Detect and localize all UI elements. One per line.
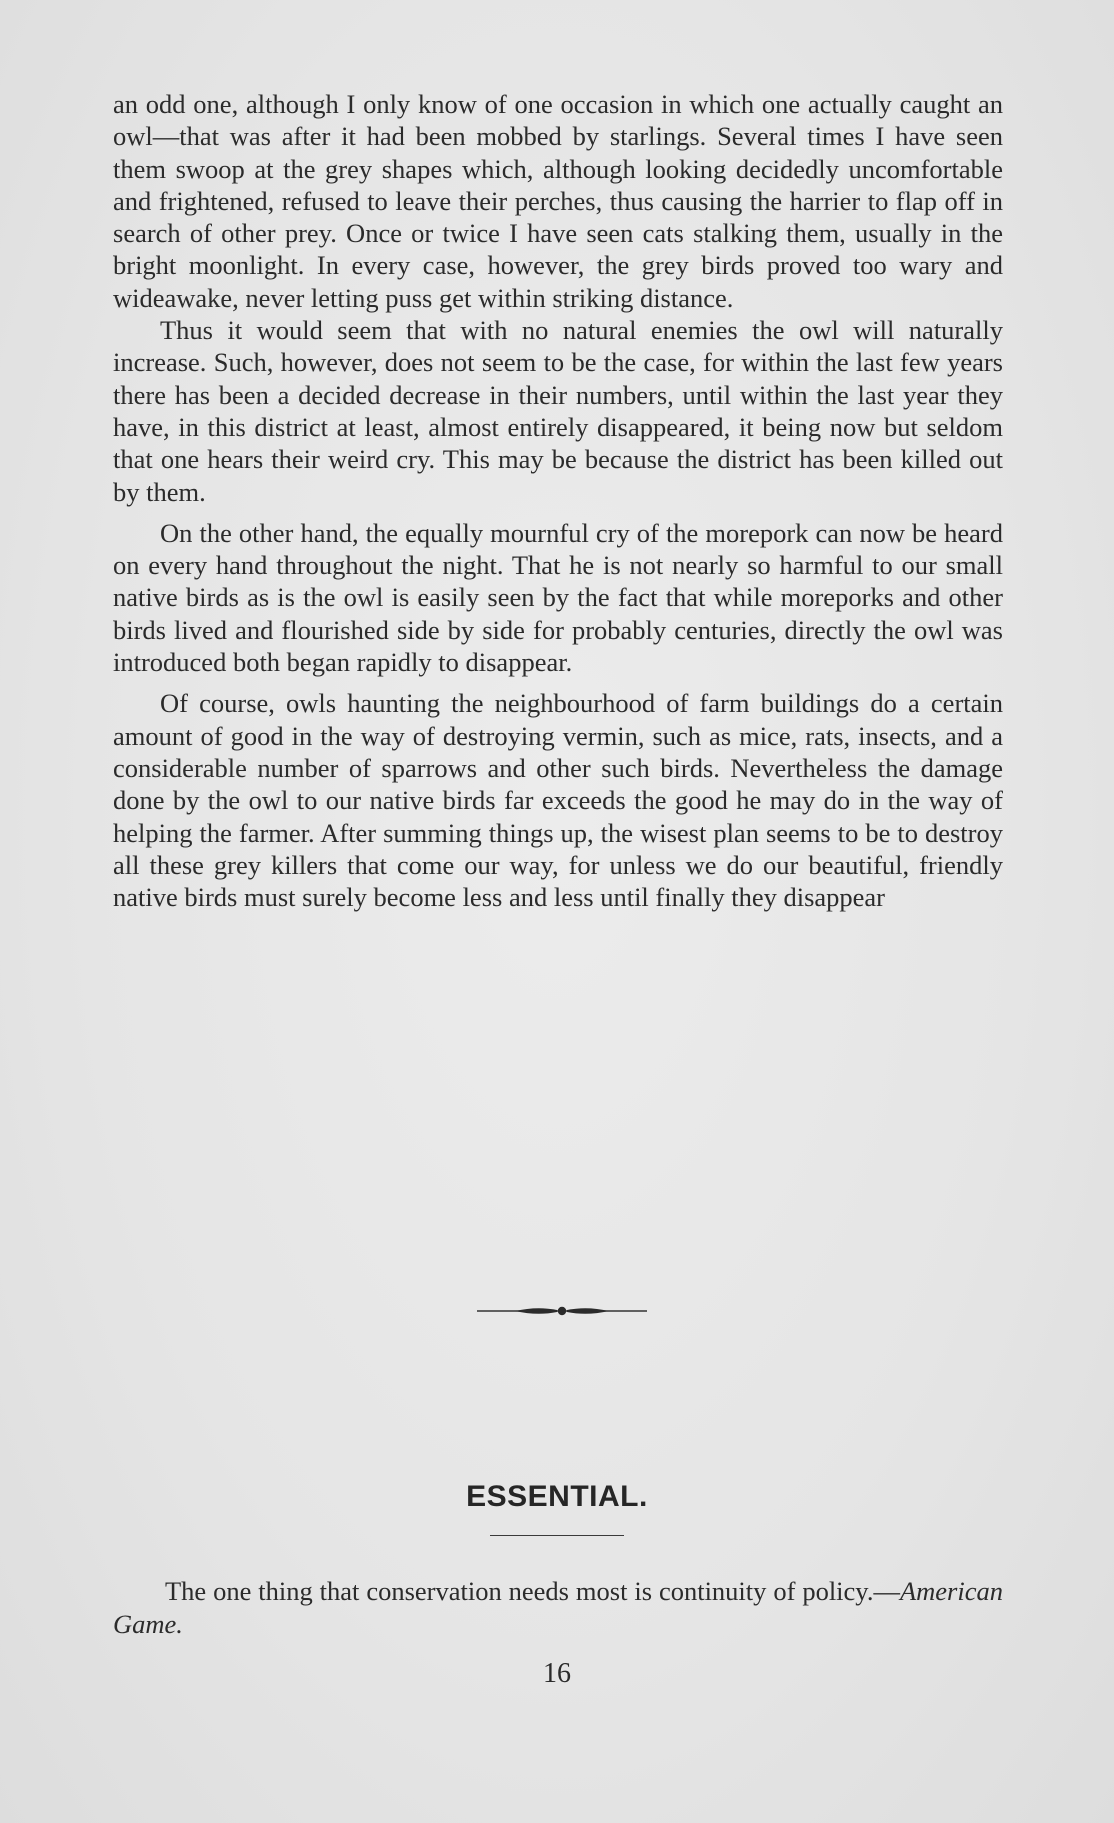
paragraph-continued: an odd one, although I only know of one occasion in which one actually caught an owl—that was after it had been mobbed by starlings. Several times I have seen them swoop at the grey shapes which, although looking decidedly uncomfortable and frightened, refused to leave their perches, thus causing the harrier to flap off in search of other prey. Once or twice I have seen cats stalking them, usually in the bright moonlight. In every case, however, the grey birds proved too wary and wideawake, never letting puss get within striking distance. [113,89,1003,313]
heading-rule [490,1535,624,1536]
quote-source: American Game. [113,1575,1003,1639]
paragraph-natural-enemies: Thus it would seem that with no natural enemies the owl will naturally increase. Such, however, does not seem to be the case, for within the last few years there has been a decided decrease in their numbers, until within the last year they have, in this district at least, almost entirely disappeared, it being now but seldom that one hears their weird cry. This may be because the district has been killed out by them. [113,315,1003,507]
quote-text: The one thing that conservation needs most is continuity of policy.— [165,1575,900,1606]
paragraph-farm-buildings: Of course, owls haunting the neighbourhood of farm buildings do a certain amount of good in the way of destroying vermin, such as mice, rats, insects, and a considerable number of sparrows and other such birds. Nevertheless the damage done by the owl to our native birds far exceeds the good he may do in the way of helping the farmer. After summing things up, the wisest plan seems to be to destroy all these grey killers that come our way, for unless we do our beautiful, friendly native birds must surely become less and less until finally they disappear [113,688,1003,913]
section-heading: ESSENTIAL. [466,1480,648,1513]
paragraph-morepork: On the other hand, the equally mournful cry of the morepork can now be heard on every hand throughout the night. That he is not nearly so harmful to our small native birds as is the owl is easily seen by the fact that while moreporks and other birds lived and flourished side by side for probably centuries, directly the owl was introduced both began rapidly to disappear. [113,517,1003,678]
body-text [113,88,1003,913]
quote-paragraph [113,1575,1003,1641]
ornamental-divider-icon [477,1300,647,1322]
page-number: 16 [543,1658,571,1689]
